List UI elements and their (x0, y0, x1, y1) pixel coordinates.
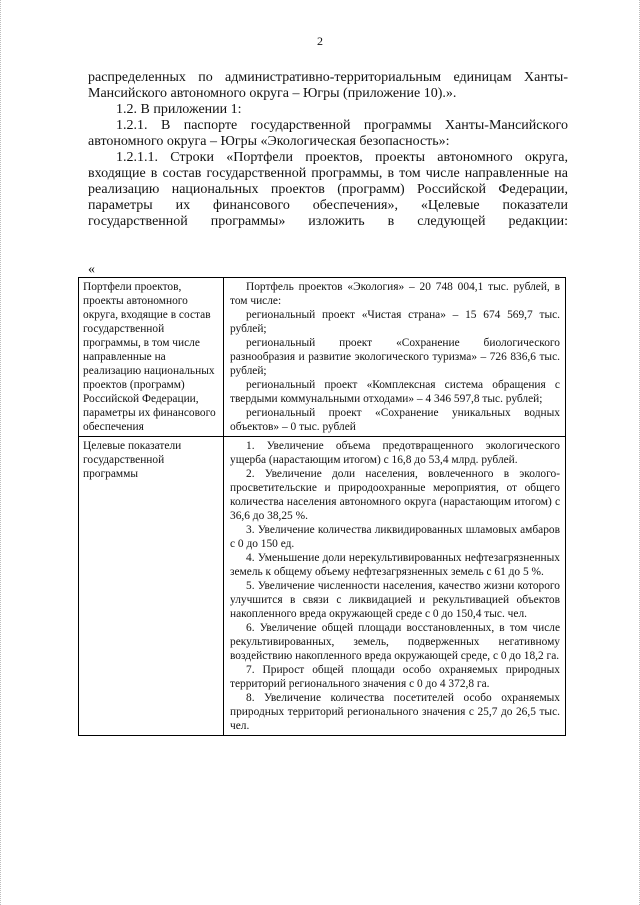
portfolio-item: региональный проект «Сохранение биологического разнообразия и развитие экологического туризма» – 726 836,6 тыс. рублей; (230, 337, 560, 377)
row-label-portfolios: Портфели проектов, проекты автономного округа, входящие в состав государственной программы, в том числе направленные на реализацию национальных проектов (программ) Российской Федерации, параметры их финансового обеспечения (79, 278, 224, 437)
intro-paragraph-1: распределенных по административно-территориальным единицам Ханты-Мансийского автономного округа – Югры (приложение 10).». (88, 70, 568, 101)
table-row-indicators (79, 437, 566, 736)
portfolio-item: Портфель проектов «Экология» – 20 748 004,1 тыс. рублей, в том числе: (230, 281, 560, 307)
intro-paragraph-4: 1.2.1.1. Строки «Портфели проектов, проекты автономного округа, входящие в состав государственной программы, в том числе направленные на реализацию национальных проектов (программ) Российской Федерации, параметры их финансового обеспечения», «Целевые показатели государственной программы» изложить в следующей редакции: (88, 150, 568, 229)
indicator-item: 6. Увеличение общей площади восстановленных, в том числе рекультивированных, земель, подверженных негативному воздействию накопленного вреда окружающей среде, с 0 до 18,2 га. (230, 622, 560, 662)
indicator-item: 8. Увеличение количества посетителей особо охраняемых природных территорий регионального значения с 25,7 до 26,5 тыс. чел. (230, 692, 560, 732)
indicator-item: 5. Увеличение численности населения, качество жизни которого улучшится в связи с ликвидацией и рекультивацией объектов накопленного вреда окружающей среде с 0 до 150,4 тыс. чел. (230, 580, 560, 620)
intro-text (88, 70, 568, 230)
intro-paragraph-2: 1.2. В приложении 1: (116, 102, 242, 117)
program-table (78, 277, 566, 736)
table-row-portfolios (79, 278, 566, 437)
indicator-item: 7. Прирост общей площади особо охраняемых природных территорий регионального значения с 0 до 4 372,8 га. (230, 664, 560, 690)
row-content-portfolios (224, 278, 566, 437)
intro-paragraph-3: 1.2.1. В паспорте государственной программы Ханты-Мансийского автономного округа – Югры «Экологическая безопасность»: (88, 118, 568, 149)
portfolio-item: региональный проект «Сохранение уникальных водных объектов» – 0 тыс. рублей (230, 407, 560, 433)
portfolio-item: региональный проект «Чистая страна» – 15 674 569,7 тыс. рублей; (230, 309, 560, 335)
opening-quote: « (88, 262, 95, 277)
row-label-indicators: Целевые показатели государственной программы (79, 437, 224, 736)
page-edge-left (0, 0, 3, 905)
indicator-item: 3. Увеличение количества ликвидированных шламовых амбаров с 0 до 150 ед. (230, 524, 560, 550)
page-number: 2 (317, 34, 323, 48)
portfolio-item: региональный проект «Комплексная система обращения с твердыми коммунальными отходами» – 4 346 597,8 тыс. рублей; (230, 379, 560, 405)
indicator-item: 2. Увеличение доли населения, вовлеченного в эколого-просветительские и природоохранные мероприятия, от общего количества населения автономного округа (нарастающим итогом) с 36,6 до 38,25 %. (230, 468, 560, 522)
row-content-indicators (224, 437, 566, 736)
indicator-item: 4. Уменьшение доли нерекультивированных нефтезагрязненных земель к общему объему нефтезагрязненных земель с 61 до 5 %. (230, 552, 560, 578)
indicator-item: 1. Увеличение объема предотвращенного экологического ущерба (нарастающим итогом) с 16,8 до 53,4 млрд. рублей. (230, 440, 560, 466)
